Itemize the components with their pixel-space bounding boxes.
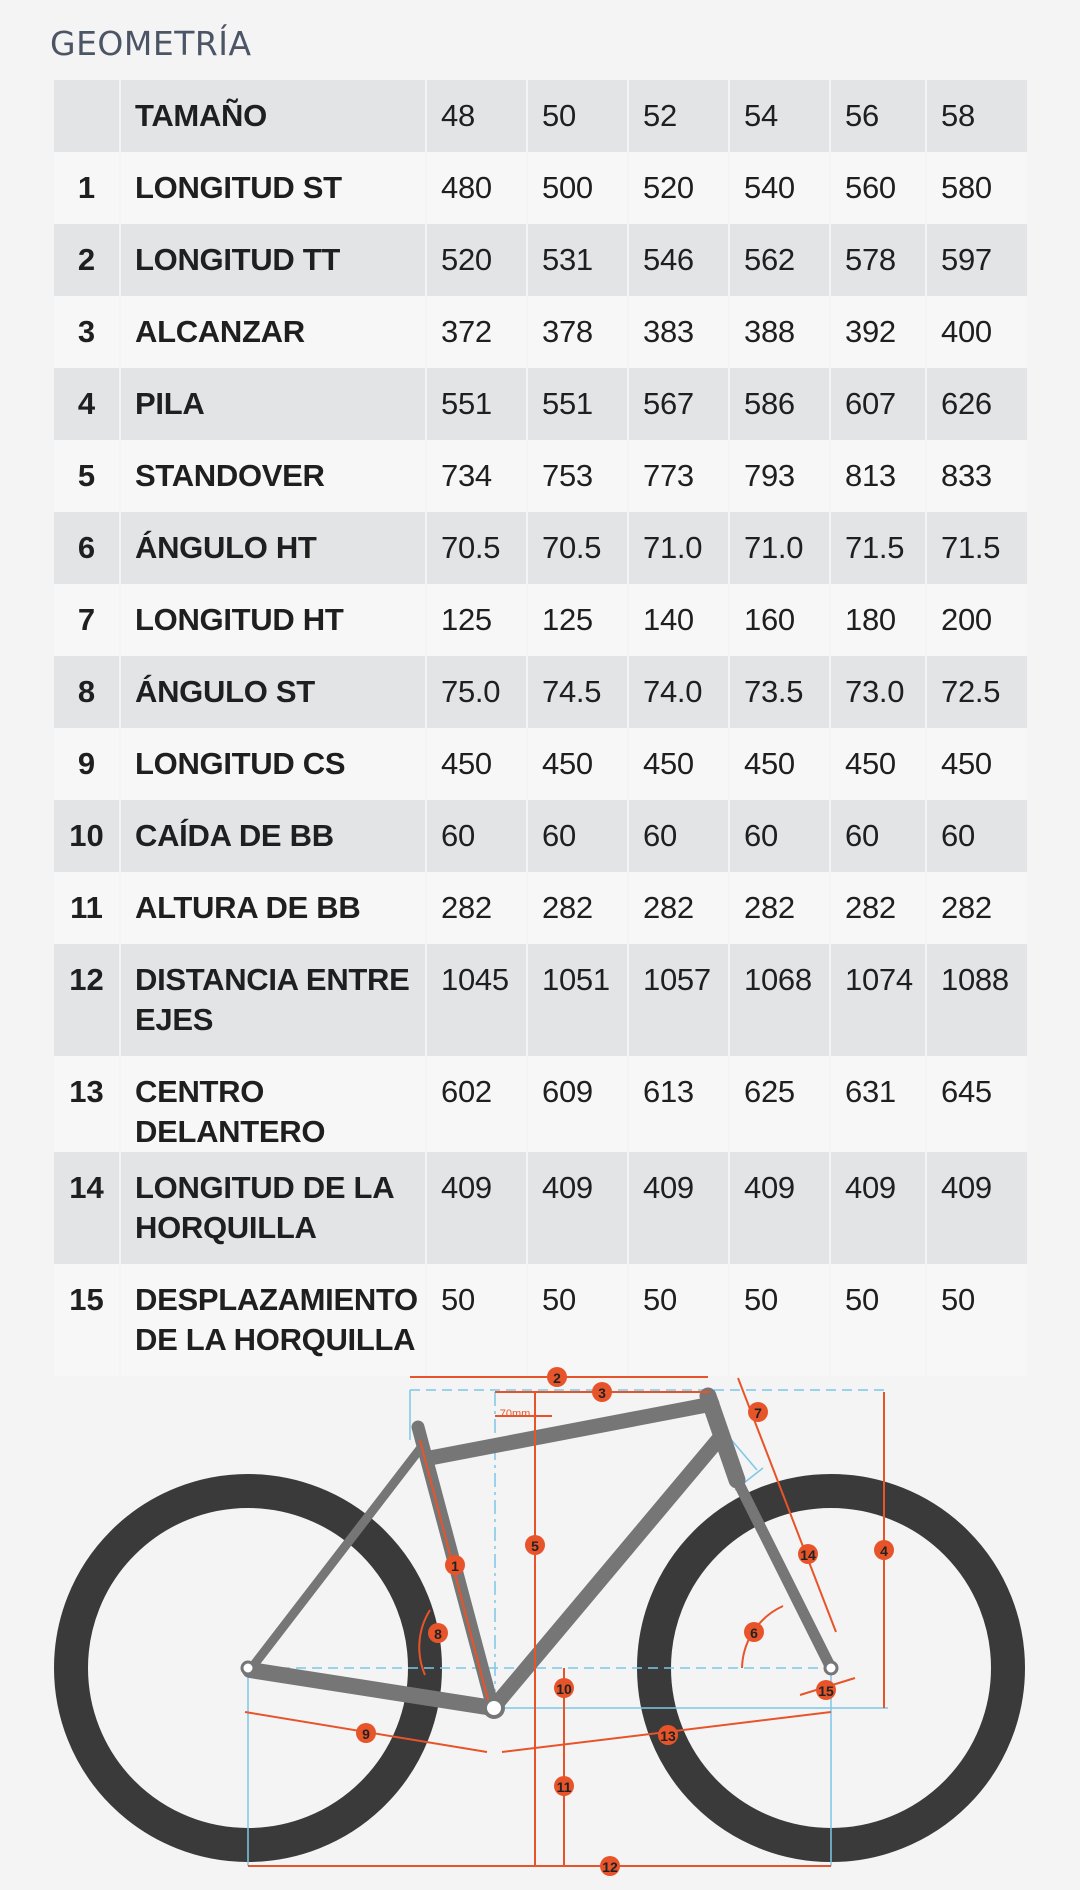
row-value: 160 (730, 584, 829, 656)
row-label: STANDOVER (121, 440, 425, 512)
dimension-marker (816, 1680, 836, 1700)
row-value: 180 (831, 584, 925, 656)
dimension-marker-label: 4 (880, 1543, 888, 1559)
row-value: 609 (528, 1056, 627, 1152)
table-header-row (54, 80, 1027, 152)
row-value: 60 (427, 800, 526, 872)
dimension-marker-label: 14 (800, 1547, 816, 1563)
row-number: 11 (54, 872, 119, 944)
dimension-marker-label: 12 (602, 1859, 618, 1875)
dimension-marker (874, 1540, 894, 1560)
size-column-header: 56 (831, 80, 925, 152)
table-row (54, 440, 1027, 512)
row-value: 409 (528, 1152, 627, 1264)
row-value: 409 (427, 1152, 526, 1264)
row-value: 72.5 (927, 656, 1027, 728)
table-row (54, 512, 1027, 584)
row-value: 613 (629, 1056, 728, 1152)
dimension-marker-label: 2 (553, 1370, 561, 1386)
dimension-marker (554, 1776, 574, 1796)
row-value: 282 (427, 872, 526, 944)
row-value: 813 (831, 440, 925, 512)
row-value: 450 (730, 728, 829, 800)
row-value: 753 (528, 440, 627, 512)
row-value: 520 (629, 152, 728, 224)
dimension-marker-label: 5 (531, 1538, 539, 1554)
size-column-header: 54 (730, 80, 829, 152)
dimension-marker (445, 1555, 465, 1575)
page-title: GEOMETRÍA (50, 24, 252, 63)
row-label: DISTANCIA ENTRE EJES (121, 944, 425, 1056)
row-value: 75.0 (427, 656, 526, 728)
dimension-marker (547, 1367, 567, 1387)
bottom-bracket (485, 1699, 503, 1717)
dimension-marker (525, 1535, 545, 1555)
row-value: 50 (730, 1264, 829, 1376)
table-row (54, 1152, 1027, 1264)
row-value: 409 (831, 1152, 925, 1264)
table-row (54, 728, 1027, 800)
dimension-marker (744, 1622, 764, 1642)
row-value: 73.5 (730, 656, 829, 728)
row-value: 60 (528, 800, 627, 872)
row-label: LONGITUD TT (121, 224, 425, 296)
row-label: ÁNGULO HT (121, 512, 425, 584)
row-value: 520 (427, 224, 526, 296)
row-value: 586 (730, 368, 829, 440)
dimension-marker (748, 1402, 768, 1422)
row-value: 74.5 (528, 656, 627, 728)
row-label: ALCANZAR (121, 296, 425, 368)
row-value: 125 (427, 584, 526, 656)
dimension-marker-label: 9 (362, 1726, 370, 1742)
dimension-marker (554, 1678, 574, 1698)
row-number: 5 (54, 440, 119, 512)
row-value: 562 (730, 224, 829, 296)
row-value: 60 (730, 800, 829, 872)
dimension-marker-label: 7 (754, 1405, 762, 1421)
table-row (54, 152, 1027, 224)
dimension-marker (600, 1856, 620, 1876)
row-value: 833 (927, 440, 1027, 512)
table-row (54, 368, 1027, 440)
row-value: 50 (831, 1264, 925, 1376)
row-value: 50 (927, 1264, 1027, 1376)
row-value: 71.5 (927, 512, 1027, 584)
size-column-header: 58 (927, 80, 1027, 152)
row-value: 551 (528, 368, 627, 440)
row-value: 560 (831, 152, 925, 224)
row-value: 551 (427, 368, 526, 440)
row-value: 578 (831, 224, 925, 296)
row-value: 580 (927, 152, 1027, 224)
table-row (54, 800, 1027, 872)
row-label: CAÍDA DE BB (121, 800, 425, 872)
row-value: 125 (528, 584, 627, 656)
row-value: 607 (831, 368, 925, 440)
row-value: 140 (629, 584, 728, 656)
dimension-marker-label: 15 (818, 1683, 834, 1699)
row-number: 1 (54, 152, 119, 224)
table-row (54, 224, 1027, 296)
row-number: 6 (54, 512, 119, 584)
row-value: 625 (730, 1056, 829, 1152)
row-value: 378 (528, 296, 627, 368)
row-value: 450 (427, 728, 526, 800)
row-value: 50 (427, 1264, 526, 1376)
row-number: 8 (54, 656, 119, 728)
dimension-marker (356, 1723, 376, 1743)
row-value: 282 (528, 872, 627, 944)
row-value: 773 (629, 440, 728, 512)
row-value: 540 (730, 152, 829, 224)
row-value: 409 (730, 1152, 829, 1264)
row-number: 15 (54, 1264, 119, 1376)
row-value: 71.5 (831, 512, 925, 584)
row-label: LONGITUD CS (121, 728, 425, 800)
row-value: 50 (528, 1264, 627, 1376)
row-label: LONGITUD HT (121, 584, 425, 656)
row-number: 4 (54, 368, 119, 440)
table-row (54, 584, 1027, 656)
size-column-header: 48 (427, 80, 526, 152)
row-value: 71.0 (730, 512, 829, 584)
row-value: 480 (427, 152, 526, 224)
dimension-marker-label: 13 (660, 1728, 676, 1744)
row-number: 14 (54, 1152, 119, 1264)
row-value: 450 (528, 728, 627, 800)
row-value: 597 (927, 224, 1027, 296)
row-value: 567 (629, 368, 728, 440)
geometry-table (52, 80, 1029, 1376)
dimension-marker (658, 1725, 678, 1745)
row-value: 282 (927, 872, 1027, 944)
row-value: 531 (528, 224, 627, 296)
row-value: 71.0 (629, 512, 728, 584)
dimension-marker-label: 10 (556, 1681, 572, 1697)
row-value: 282 (831, 872, 925, 944)
dimension-marker-label: 1 (451, 1558, 459, 1574)
row-value: 450 (629, 728, 728, 800)
dimension-marker-label: 6 (750, 1625, 758, 1641)
table-row (54, 1056, 1027, 1152)
row-value: 73.0 (831, 656, 925, 728)
dimension-marker-label: 11 (556, 1779, 572, 1795)
row-value: 70.5 (427, 512, 526, 584)
row-value: 60 (831, 800, 925, 872)
table-row (54, 656, 1027, 728)
row-value: 200 (927, 584, 1027, 656)
front-hub (825, 1662, 837, 1674)
row-value: 1068 (730, 944, 829, 1056)
dimension-marker-label: 3 (598, 1385, 606, 1401)
row-value: 1045 (427, 944, 526, 1056)
row-value: 409 (629, 1152, 728, 1264)
bike-geometry-diagram (0, 1355, 1080, 1890)
row-label: LONGITUD ST (121, 152, 425, 224)
row-value: 60 (629, 800, 728, 872)
row-value: 1057 (629, 944, 728, 1056)
row-label: CENTRO DELANTERO (121, 1056, 425, 1152)
size-column-header: 50 (528, 80, 627, 152)
row-value: 1074 (831, 944, 925, 1056)
row-number: 7 (54, 584, 119, 656)
row-value: 50 (629, 1264, 728, 1376)
row-label: ALTURA DE BB (121, 872, 425, 944)
row-value: 626 (927, 368, 1027, 440)
row-value: 602 (427, 1056, 526, 1152)
row-number: 13 (54, 1056, 119, 1152)
offset-label: 70mm (499, 1408, 531, 1420)
row-value: 793 (730, 440, 829, 512)
row-value: 645 (927, 1056, 1027, 1152)
row-value: 400 (927, 296, 1027, 368)
row-value: 1088 (927, 944, 1027, 1056)
row-value: 409 (927, 1152, 1027, 1264)
row-value: 450 (927, 728, 1027, 800)
row-label: DESPLAZAMIENTO DE LA HORQUILLA (121, 1264, 425, 1376)
dimension-marker (428, 1623, 448, 1643)
row-value: 383 (629, 296, 728, 368)
dimension-marker-label: 8 (434, 1626, 442, 1642)
row-number: 3 (54, 296, 119, 368)
table-row (54, 872, 1027, 944)
row-value: 372 (427, 296, 526, 368)
row-value: 500 (528, 152, 627, 224)
row-value: 282 (629, 872, 728, 944)
row-label: PILA (121, 368, 425, 440)
row-value: 60 (927, 800, 1027, 872)
row-value: 546 (629, 224, 728, 296)
row-value: 1051 (528, 944, 627, 1056)
row-number: 12 (54, 944, 119, 1056)
rear-hub (242, 1662, 254, 1674)
row-value: 70.5 (528, 512, 627, 584)
row-number: 2 (54, 224, 119, 296)
row-value: 388 (730, 296, 829, 368)
dimension-marker (798, 1544, 818, 1564)
row-label: LONGITUD DE LA HORQUILLA (121, 1152, 425, 1264)
row-value: 631 (831, 1056, 925, 1152)
row-value: 74.0 (629, 656, 728, 728)
row-value: 282 (730, 872, 829, 944)
header-size-label: TAMAÑO (121, 80, 425, 152)
table-row (54, 296, 1027, 368)
table-row (54, 944, 1027, 1056)
size-column-header: 52 (629, 80, 728, 152)
row-label: ÁNGULO ST (121, 656, 425, 728)
row-value: 734 (427, 440, 526, 512)
row-value: 450 (831, 728, 925, 800)
header-index-cell (54, 80, 119, 152)
row-number: 9 (54, 728, 119, 800)
dimension-marker (592, 1382, 612, 1402)
row-value: 392 (831, 296, 925, 368)
row-number: 10 (54, 800, 119, 872)
